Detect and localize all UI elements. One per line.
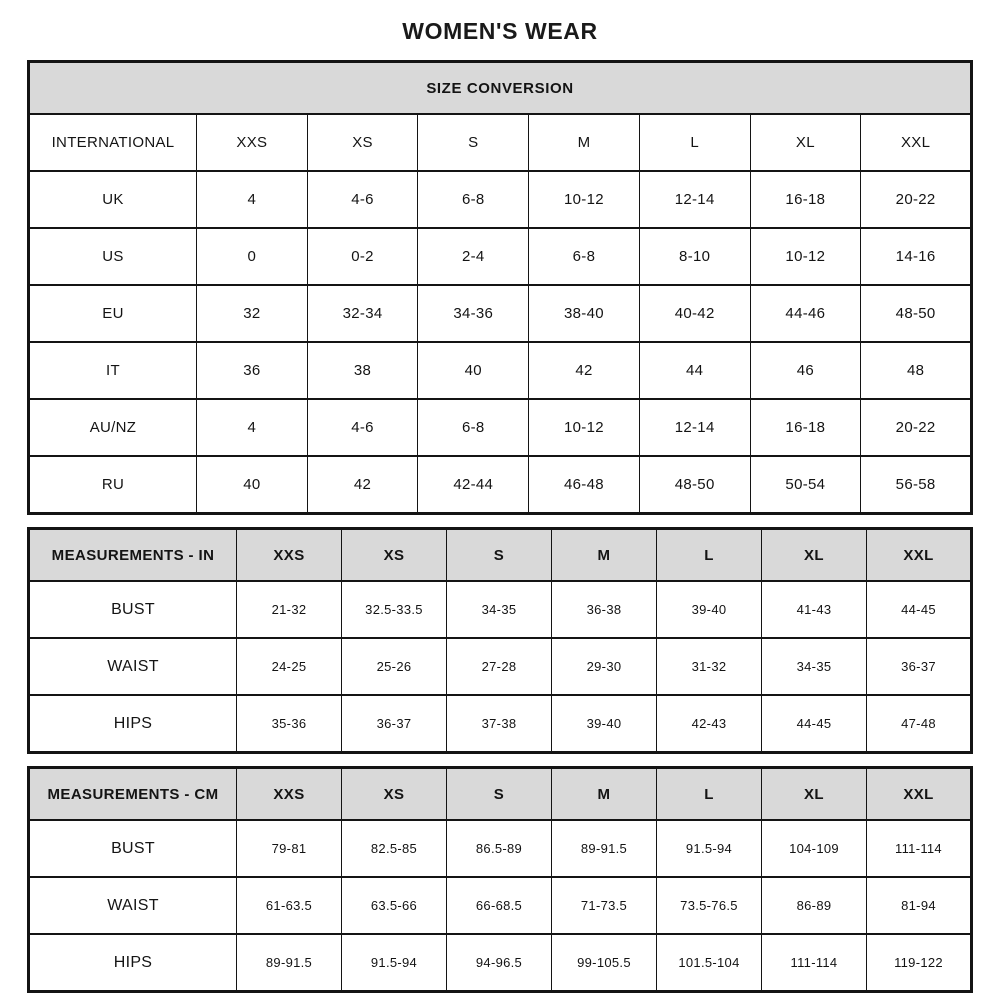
value-cell: 4 [197,399,308,456]
value-cell: 10-12 [750,228,861,285]
international-column-header: INTERNATIONAL [29,114,197,171]
value-cell: 99-105.5 [552,934,657,992]
value-cell: 4-6 [307,399,418,456]
size-header-cell: XS [307,114,418,171]
value-cell: 42-44 [418,456,529,514]
value-cell: 16-18 [750,171,861,228]
value-cell: 44-45 [762,695,867,753]
size-conversion-table [27,60,973,515]
value-cell: 39-40 [657,581,762,638]
table-row-bust-cm [29,820,972,877]
value-cell: 40 [197,456,308,514]
measurements-in-header-row [29,529,972,582]
value-cell: 38-40 [529,285,640,342]
size-header-cell: XL [750,114,861,171]
table-row-us [29,228,972,285]
value-cell: 36-37 [867,638,972,695]
value-cell: 82.5-85 [342,820,447,877]
row-label: WAIST [29,638,237,695]
value-cell: 8-10 [639,228,750,285]
value-cell: 14-16 [861,228,972,285]
size-header-cell: XS [342,768,447,821]
value-cell: 4 [197,171,308,228]
size-header-cell: L [657,768,762,821]
size-header-cell: XL [762,529,867,582]
value-cell: 41-43 [762,581,867,638]
page-title: WOMEN'S WEAR [402,18,598,44]
measurements-in-header: MEASUREMENTS - IN [29,529,237,582]
value-cell: 20-22 [861,399,972,456]
value-cell: 61-63.5 [237,877,342,934]
row-label: BUST [29,820,237,877]
value-cell: 27-28 [447,638,552,695]
table-row-hips-in [29,695,972,753]
value-cell: 56-58 [861,456,972,514]
size-header-cell: S [447,768,552,821]
size-header-cell: XXL [861,114,972,171]
value-cell: 6-8 [418,171,529,228]
value-cell: 89-91.5 [237,934,342,992]
value-cell: 39-40 [552,695,657,753]
size-header-cell: L [657,529,762,582]
value-cell: 50-54 [750,456,861,514]
value-cell: 37-38 [447,695,552,753]
table-row-waist-in [29,638,972,695]
size-header-cell: S [447,529,552,582]
size-header-cell: XXS [237,768,342,821]
value-cell: 21-32 [237,581,342,638]
value-cell: 36-38 [552,581,657,638]
value-cell: 44-46 [750,285,861,342]
table-row-waist-cm [29,877,972,934]
value-cell: 6-8 [529,228,640,285]
table-row-uk [29,171,972,228]
value-cell: 4-6 [307,171,418,228]
value-cell: 0 [197,228,308,285]
value-cell: 101.5-104 [657,934,762,992]
table-row-it [29,342,972,399]
value-cell: 42-43 [657,695,762,753]
value-cell: 63.5-66 [342,877,447,934]
value-cell: 35-36 [237,695,342,753]
value-cell: 44-45 [867,581,972,638]
size-header-cell: S [418,114,529,171]
table-row-aunz [29,399,972,456]
value-cell: 0-2 [307,228,418,285]
size-header-cell: M [529,114,640,171]
size-header-cell: M [552,529,657,582]
value-cell: 6-8 [418,399,529,456]
value-cell: 2-4 [418,228,529,285]
value-cell: 34-35 [762,638,867,695]
value-cell: 32.5-33.5 [342,581,447,638]
value-cell: 16-18 [750,399,861,456]
table-row-eu [29,285,972,342]
value-cell: 48-50 [639,456,750,514]
size-header-cell: XS [342,529,447,582]
value-cell: 29-30 [552,638,657,695]
value-cell: 79-81 [237,820,342,877]
value-cell: 12-14 [639,399,750,456]
value-cell: 119-122 [867,934,972,992]
size-conversion-banner-row [29,62,972,115]
value-cell: 36 [197,342,308,399]
value-cell: 86.5-89 [447,820,552,877]
value-cell: 20-22 [861,171,972,228]
value-cell: 38 [307,342,418,399]
value-cell: 34-35 [447,581,552,638]
value-cell: 12-14 [639,171,750,228]
value-cell: 94-96.5 [447,934,552,992]
row-label: IT [29,342,197,399]
value-cell: 91.5-94 [342,934,447,992]
row-label: UK [29,171,197,228]
value-cell: 104-109 [762,820,867,877]
row-label: WAIST [29,877,237,934]
value-cell: 31-32 [657,638,762,695]
value-cell: 91.5-94 [657,820,762,877]
value-cell: 10-12 [529,399,640,456]
size-header-cell: XL [762,768,867,821]
table-row-bust-in [29,581,972,638]
value-cell: 44 [639,342,750,399]
value-cell: 40-42 [639,285,750,342]
row-label: US [29,228,197,285]
value-cell: 24-25 [237,638,342,695]
row-label: HIPS [29,695,237,753]
value-cell: 46-48 [529,456,640,514]
row-label: HIPS [29,934,237,992]
size-header-cell: XXL [867,768,972,821]
value-cell: 111-114 [762,934,867,992]
size-header-cell: XXS [197,114,308,171]
value-cell: 48 [861,342,972,399]
size-header-cell: XXS [237,529,342,582]
row-label: EU [29,285,197,342]
row-label: BUST [29,581,237,638]
size-header-row [29,114,972,171]
measurements-cm-header: MEASUREMENTS - CM [29,768,237,821]
value-cell: 86-89 [762,877,867,934]
size-header-cell: M [552,768,657,821]
size-header-cell: L [639,114,750,171]
size-header-cell: XXL [867,529,972,582]
value-cell: 47-48 [867,695,972,753]
value-cell: 46 [750,342,861,399]
measurements-cm-table [27,766,973,993]
value-cell: 66-68.5 [447,877,552,934]
value-cell: 111-114 [867,820,972,877]
value-cell: 81-94 [867,877,972,934]
value-cell: 32-34 [307,285,418,342]
value-cell: 32 [197,285,308,342]
value-cell: 34-36 [418,285,529,342]
value-cell: 25-26 [342,638,447,695]
measurements-cm-header-row [29,768,972,821]
size-conversion-banner: SIZE CONVERSION [29,62,972,115]
value-cell: 48-50 [861,285,972,342]
value-cell: 36-37 [342,695,447,753]
value-cell: 71-73.5 [552,877,657,934]
table-row-ru [29,456,972,514]
value-cell: 73.5-76.5 [657,877,762,934]
row-label: AU/NZ [29,399,197,456]
table-row-hips-cm [29,934,972,992]
value-cell: 40 [418,342,529,399]
row-label: RU [29,456,197,514]
value-cell: 42 [529,342,640,399]
value-cell: 10-12 [529,171,640,228]
value-cell: 89-91.5 [552,820,657,877]
value-cell: 42 [307,456,418,514]
measurements-in-table [27,527,973,754]
